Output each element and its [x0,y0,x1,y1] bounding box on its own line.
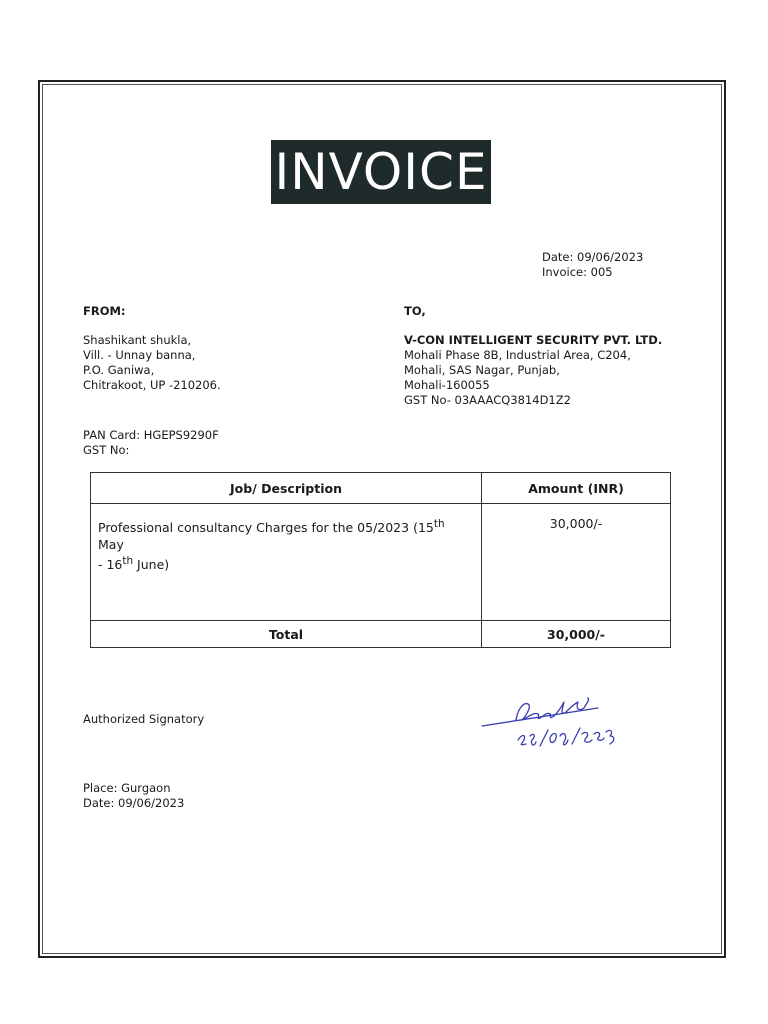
desc-text: - 16 [98,557,123,573]
desc-text: May [98,537,124,553]
to-gst: GST No- 03AAACQ3814D1Z2 [404,393,571,407]
to-line: Mohali Phase 8B, Industrial Area, C204, [404,348,631,362]
footer-date: Date: 09/06/2023 [83,796,185,810]
pan-gst-block [83,428,219,458]
from-heading: FROM: [83,304,126,318]
header-description: Job/ Description [91,473,482,504]
desc-superscript: th [122,555,134,568]
pan-card: PAN Card: HGEPS9290F [83,428,219,442]
to-heading: TO, [404,304,426,318]
authorized-signatory: Authorized Signatory [83,712,205,726]
desc-superscript: th [433,518,445,530]
invoice-number: Invoice: 005 [542,265,613,279]
from-line: Chitrakoot, UP -210206. [83,378,221,392]
from-address [83,333,221,393]
from-line: Vill. - Unnay banna, [83,348,196,362]
from-line: P.O. Ganiwa, [83,363,155,377]
from-gst: GST No: [83,443,130,457]
invoice-date: Date: 09/06/2023 [542,250,644,264]
to-line: Mohali-160055 [404,378,490,392]
desc-text: Professional consultancy Charges for the 05/2023 (15 [98,520,434,536]
total-row [91,621,671,648]
from-line: Shashikant shukla, [83,333,192,347]
table-row [91,504,671,621]
to-company: V-CON INTELLIGENT SECURITY PVT. LTD. [404,333,663,347]
signature-image [478,690,628,750]
total-label: Total [91,621,482,648]
total-amount: 30,000/- [482,621,671,648]
invoice-title: INVOICE [271,140,491,204]
row-description [91,504,482,621]
row-amount: 30,000/- [482,504,671,621]
desc-text: June) [133,557,170,573]
place-date-block [83,781,184,811]
table-header-row [91,473,671,504]
place: Place: Gurgaon [83,781,171,795]
invoice-table [90,472,671,648]
header-amount: Amount (INR) [482,473,671,504]
to-line: Mohali, SAS Nagar, Punjab, [404,363,560,377]
to-address [404,333,662,408]
invoice-meta [542,250,643,280]
